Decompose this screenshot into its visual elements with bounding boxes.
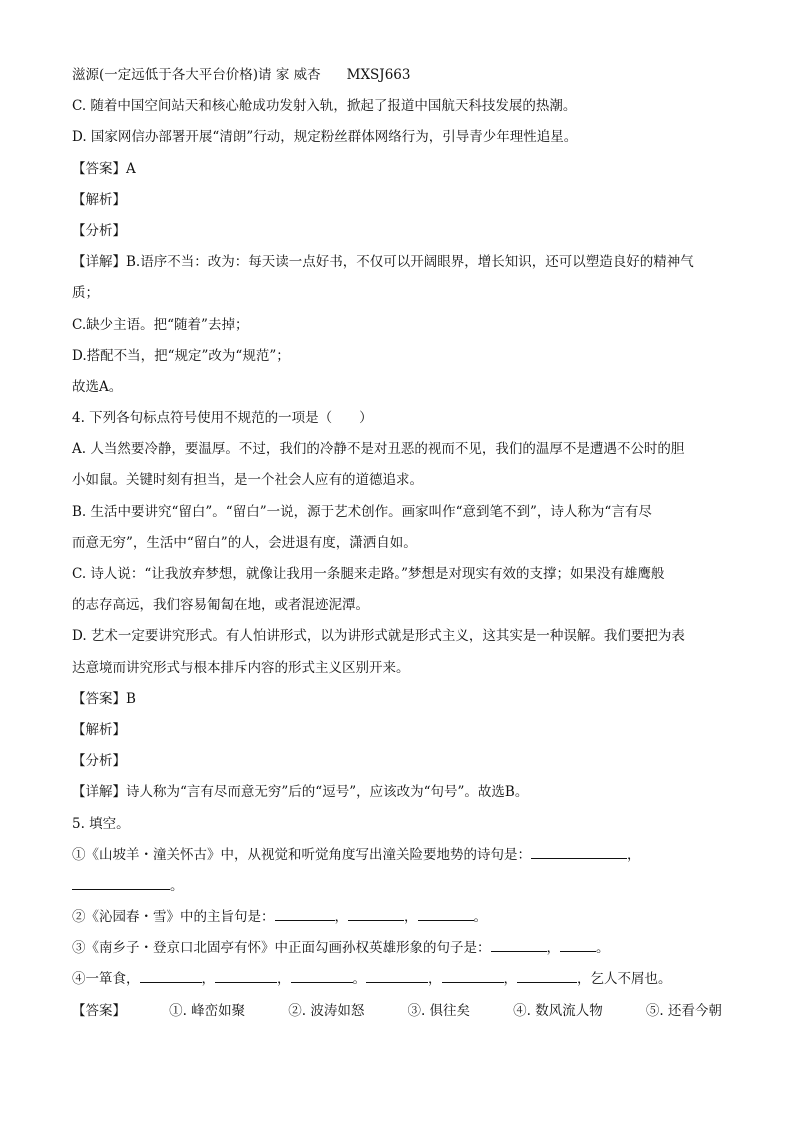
q5-item4-sep2: ， xyxy=(277,971,291,988)
answer-blank[interactable] xyxy=(418,906,474,921)
q5-item4-end: ，乞人不屑也。 xyxy=(577,971,672,988)
q4-analysis-label: 【解析】 xyxy=(72,721,126,738)
q5-stem: 5. 填空。 xyxy=(72,815,130,832)
q5-item1 xyxy=(72,844,722,875)
q3-analysis-label: 【解析】 xyxy=(72,191,126,208)
q5-item1-text: ①《山坡羊・潼关怀古》中，从视觉和听觉角度写出潼关险要地势的诗句是： xyxy=(72,846,531,863)
q3-option-c: C. 随着中国空间站天和核心舱成功发射入轨，掀起了报道中国航天科技发展的热潮。 xyxy=(72,98,577,115)
q5-answer-label: 【答案】 xyxy=(72,1002,126,1019)
q5-item3-text: ③《南乡子・登京口北固亭有怀》中正面勾画孙权英雄形象的句子是： xyxy=(72,940,491,957)
q4-detail: 【详解】诗人称为“言有尽而意无穷”后的“逗号”，应该改为“句号”。故选B。 xyxy=(72,784,529,801)
q5-item3-sep: ， xyxy=(546,940,560,957)
q5-answer-row xyxy=(72,1000,722,1031)
header-line xyxy=(72,64,722,95)
q3-detail-c: C.缺少主语。把“随着”去掉； xyxy=(72,316,249,333)
q5-item4 xyxy=(72,968,722,999)
q4-option-c-line1: C. 诗人说：“让我放弃梦想，就像让我用一条腿来走路。”梦想是对现实有效的支撑；如果没有雄鹰般 xyxy=(72,566,665,582)
q3-detail-line2: 质； xyxy=(72,285,99,302)
answer-blank[interactable] xyxy=(442,968,504,983)
q5-answer-5: ⑤. 还看今朝 xyxy=(645,1002,722,1019)
q5-item2-text: ②《沁园春・雪》中的主旨句是： xyxy=(72,909,275,926)
q5-item2-sep2: ， xyxy=(404,909,418,926)
q4-option-d-line1: D. 艺术一定要讲究形式。有人怕讲形式，以为讲形式就是形式主义，这其实是一种误解。我们要把为表 xyxy=(72,628,685,645)
q5-item1-end: 。 xyxy=(170,877,184,894)
q5-item2-sep1: ， xyxy=(334,909,348,926)
q3-option-d: D. 国家网信办部署开展“清朗”行动，规定粉丝群体网络行为，引导青少年理性追星。 xyxy=(72,129,578,146)
q4-option-a-line2: 小如鼠。关键时刻有担当，是一个社会人应有的道德追求。 xyxy=(72,472,423,489)
q4-answer: 【答案】B xyxy=(72,690,136,707)
q5-item3 xyxy=(72,937,722,968)
q3-detail-line1: 【详解】B.语序不当：改为：每天读一点好书，不仅可以开阔眼界，增长知识，还可以塑造良好的精神气 xyxy=(72,254,694,271)
q3-detail-d: D.搭配不当，把“规定”改为“规范”； xyxy=(72,347,290,364)
answer-blank[interactable] xyxy=(348,906,404,921)
answer-blank[interactable] xyxy=(275,906,335,921)
answer-blank[interactable] xyxy=(531,844,627,859)
q5-item2 xyxy=(72,906,722,937)
q4-stem: 4. 下列各句标点符号使用不规范的一项是（ ） xyxy=(72,410,373,427)
q3-conclusion: 故选A。 xyxy=(72,378,123,395)
q3-fenxi-label: 【分析】 xyxy=(72,222,126,239)
q5-answer-3: ③. 俱往矣 xyxy=(407,1002,471,1019)
document-page xyxy=(72,64,722,1031)
q4-fenxi-label: 【分析】 xyxy=(72,753,126,770)
header-text: 滋源(一定远低于各大平台价格)请 家 威杏 xyxy=(72,67,321,83)
q5-item2-end: 。 xyxy=(473,909,487,926)
q5-item1-sep: ， xyxy=(627,846,641,863)
q5-item4-mid: 。 xyxy=(352,971,366,988)
answer-blank[interactable] xyxy=(72,875,170,890)
q4-option-b-line1: B. 生活中要讲究“留白”。“留白”一说，源于艺术创作。画家叫作“意到笔不到”，诗人称为“言有尽 xyxy=(72,503,652,520)
q4-option-c-line2: 的志存高远，我们容易匍匐在地，或者混迹泥潭。 xyxy=(72,597,369,614)
answer-blank[interactable] xyxy=(140,968,202,983)
answer-blank[interactable] xyxy=(366,968,428,983)
answer-blank[interactable] xyxy=(517,968,577,983)
q5-answer-2: ②. 波涛如怒 xyxy=(288,1002,365,1019)
answer-blank[interactable] xyxy=(491,937,547,952)
q4-option-d-line2: 达意境而讲究形式与根本排斥内容的形式主义区别开来。 xyxy=(72,659,410,676)
q3-answer: 【答案】A xyxy=(72,160,136,177)
answer-blank[interactable] xyxy=(291,968,353,983)
q4-option-a-line1: A. 人当然要冷静，要温厚。不过，我们的冷静不是对丑恶的视而不见，我们的温厚不是遭遇不公时的胆 xyxy=(72,441,685,458)
doc-code: MXSJ663 xyxy=(346,67,411,83)
q5-item4-sep4: ， xyxy=(503,971,517,988)
q5-answer-1: ①. 峰峦如聚 xyxy=(169,1002,246,1019)
answer-blank[interactable] xyxy=(560,937,596,952)
q4-option-b-line2: 而意无穷”，生活中“留白”的人，会进退有度，潇洒自如。 xyxy=(72,534,417,551)
q5-item1-cont xyxy=(72,875,722,906)
q5-answer-4: ④. 数风流人物 xyxy=(513,1002,603,1019)
q5-item4-sep1: ， xyxy=(201,971,215,988)
q5-item3-end: 。 xyxy=(596,940,610,957)
q5-item4-sep3: ， xyxy=(428,971,442,988)
q5-item4-text: ④一箪食， xyxy=(72,971,140,988)
answer-blank[interactable] xyxy=(215,968,277,983)
